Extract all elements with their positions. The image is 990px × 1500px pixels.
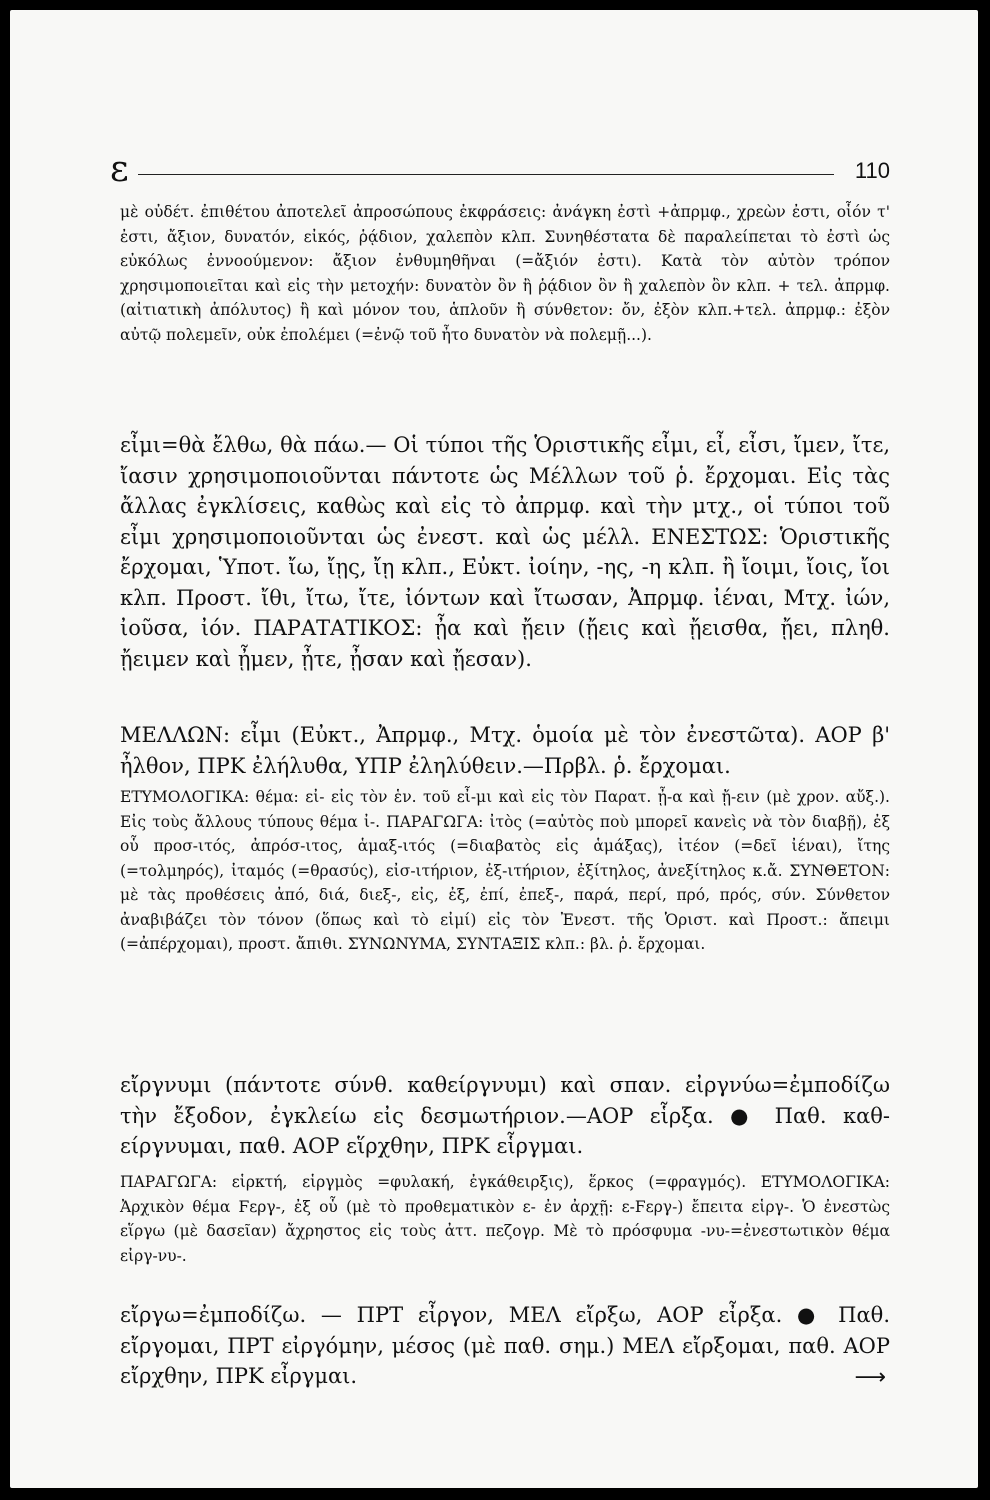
section-letter: ε [110,149,129,190]
entry-eirgnymi: εἴργνυμι (πάντοτε σύνθ. καθείργνυμι) καὶ σπαν. εἰργνύω=ἐμποδίζω τὴν ἔξοδον, ἐγκλείω εἰς δεσμωτήριον.—ΑΟΡ εἷρξα. ● Παθ. καθ-είργνυμαι, παθ. ΑΟΡ εἵρχθην, ΠΡΚ εἷργμαι. [120,1073,890,1158]
page-header [110,149,890,192]
dictionary-page [10,10,978,1488]
entry-eimi: εἶμι=θὰ ἔλθω, θὰ πάω.— Οἱ τύποι τῆς Ὁριστικῆς εἶμι, εἶ, εἶσι, ἴμεν, ἴτε, ἴασιν χρησιμοποιοῦνται πάντοτε ὡς Μέλλων τοῦ ῥ. ἔρχομαι. Εἰς τὰς ἄλλας ἐγκλίσεις, καθὼς καὶ εἰς τὸ ἀπρμφ. καὶ τὴν μτχ., οἱ τύποι τοῦ εἶμι χρησιμοποιοῦνται ὡς ἐνεστ. καὶ ὡς μέλλ. ΕΝΕΣΤΩΣ: Ὁριστικῆς ἔρχομαι, Ὑποτ. ἴω, ἴῃς, ἴῃ κλπ., Εὐκτ. ἰοίην, -ης, -η κλπ. ἢ ἴοιμι, ἴοις, ἴοι κλπ. Προστ. ἴθι, ἴτω, ἴτε, ἰόντων καὶ ἴτωσαν, Ἀπρμφ. ἰέναι, Μτχ. ἰών, ἰοῦσα, ἰόν. ΠΑΡΑΤΑΤΙΚΟΣ: ᾖα καὶ ᾔειν (ᾔεις καὶ ᾔεισθα, ᾔει, πληθ. ᾔειμεν καὶ ᾖμεν, ᾖτε, ᾖσαν καὶ ᾔεσαν). [120,433,890,671]
page-number: 110 [854,158,890,183]
entry-eirgnymi-notes: ΠΑΡΑΓΩΓΑ: εἱρκτή, εἱργμὸς =φυλακή, ἐγκάθειρξις), ἕρκος (=φραγμός). ΕΤΥΜΟΛΟΓΙΚΑ: Ἀρχικὸν θέμα Ϝεργ-, ἐξ οὗ (μὲ τὸ προθεματικὸν ε- ἐν ἀρχῇ: ε-Ϝεργ-) ἔπειτα εἱργ-. Ὁ ἐνεστὼς εἵργω (μὲ δασεῖαν) ἄχρηστος εἰς τοὺς ἀττ. πεζογρ. Μὲ τὸ πρόσφυμα -νυ-=ἐνεστωτικὸν θέμα εἰργ-νυ-. [120,1173,890,1265]
entry-eirgo: εἴργω=ἐμποδίζω. — ΠΡΤ εἶργον, ΜΕΛ εἴρξω, ΑΟΡ εἶρξα. ● Παθ. εἴργομαι, ΠΡΤ εἰργόμην, μέσος (μὲ παθ. σημ.) ΜΕΛ εἴρξομαι, παθ. ΑΟΡ εἴρχθην, ΠΡΚ εἶργμαι. [120,1303,890,1388]
entry-eimi-mellon: ΜΕΛΛΩΝ: εἶμι (Εὐκτ., Ἀπρμφ., Μτχ. ὁμοία μὲ τὸν ἐνεστῶτα). ΑΟΡ β' ἦλθον, ΠΡΚ ἐλήλυθα, ΥΠΡ ἐληλύθειν.—Πρβλ. ῥ. ἔρχομαι. [120,723,890,778]
entry-eimi-notes: ΕΤΥΜΟΛΟΓΙΚΑ: θέμα: εἰ- εἰς τὸν ἑν. τοῦ εἶ-μι καὶ εἰς τὸν Παρατ. ᾖ-α καὶ ᾔ-ειν (μὲ χρον. αὔξ.). Εἰς τοὺς ἄλλους τύπους θέμα ἰ-. ΠΑΡΑΓΩΓΑ: ἰτὸς (=αὐτὸς ποὺ μπορεῖ κανεὶς νὰ τὸν διαβῇ), ἐξ οὗ προσ-ιτός, ἀπρόσ-ιτος, ἁμαξ-ιτός (=διαβατὸς εἰς ἁμάξας), ἰτέον (=δεῖ ἰέναι), ἴτης (=τολμηρός), ἰταμός (=θρασύς), εἰσ-ιτήριον, ἐξ-ιτήριον, ἐξίτηλος, ἀνεξίτηλος κ.ἄ. ΣΥΝΘΕΤΟΝ: μὲ τὰς προθέσεις ἀπό, διά, διεξ-, εἰς, ἐξ, ἐπί, ἐπεξ-, παρά, περί, πρό, πρός, σύν. Σύνθετον ἀναβιβάζει τὸν τόνον (ὅπως καὶ τὸ εἰμί) εἰς τὸν Ἐνεστ. τῆς Ὁριστ. καὶ Προστ.: ἄπειμι (=ἀπέρχομαι), προστ. ἄπιθι. ΣΥΝΩΝΥΜΑ, ΣΥΝΤΑΞΙΣ κλπ.: βλ. ῥ. ἔρχομαι. [120,788,890,953]
continuation-arrow-icon: ⟶ [854,1365,886,1390]
entry-continuation-paragraph: μὲ οὐδέτ. ἐπιθέτου ἀποτελεῖ ἀπροσώπους ἐκφράσεις: ἀνάγκη ἐστὶ +ἀπρμφ., χρεὼν ἐστι, οἷόν τ' ἐστι, ἄξιον, δυνατόν, εἰκός, ῥᾴδιον, χαλεπὸν κλπ. Συνηθέστατα δὲ παραλείπεται τὸ ἐστὶ ὡς εὐκόλως ἐννοούμενον: ἄξιον ἐνθυμηθῆναι (=ἄξιόν ἐστι). Κατὰ τὸν αὐτὸν τρόπον χρησιμοποιεῖται καὶ εἰς τὴν μετοχήν: δυνατὸν ὂν ἢ ῥᾴδιον ὂν ἢ χαλεπὸν ὂν κλπ. + τελ. ἀπρμφ. (αἰτιατικὴ ἀπόλυτος) ἢ καὶ μόνον του, ἁπλοῦν ἢ σύνθετον: ὄν, ἐξὸν κλπ.+τελ. ἀπρμφ.: ἐξὸν αὐτῷ πολεμεῖν, οὐκ ἐπολέμει (=ἐνῷ τοῦ ἦτο δυνατὸν νὰ πολεμῇ...). [120,203,890,344]
header-rule [138,174,834,175]
